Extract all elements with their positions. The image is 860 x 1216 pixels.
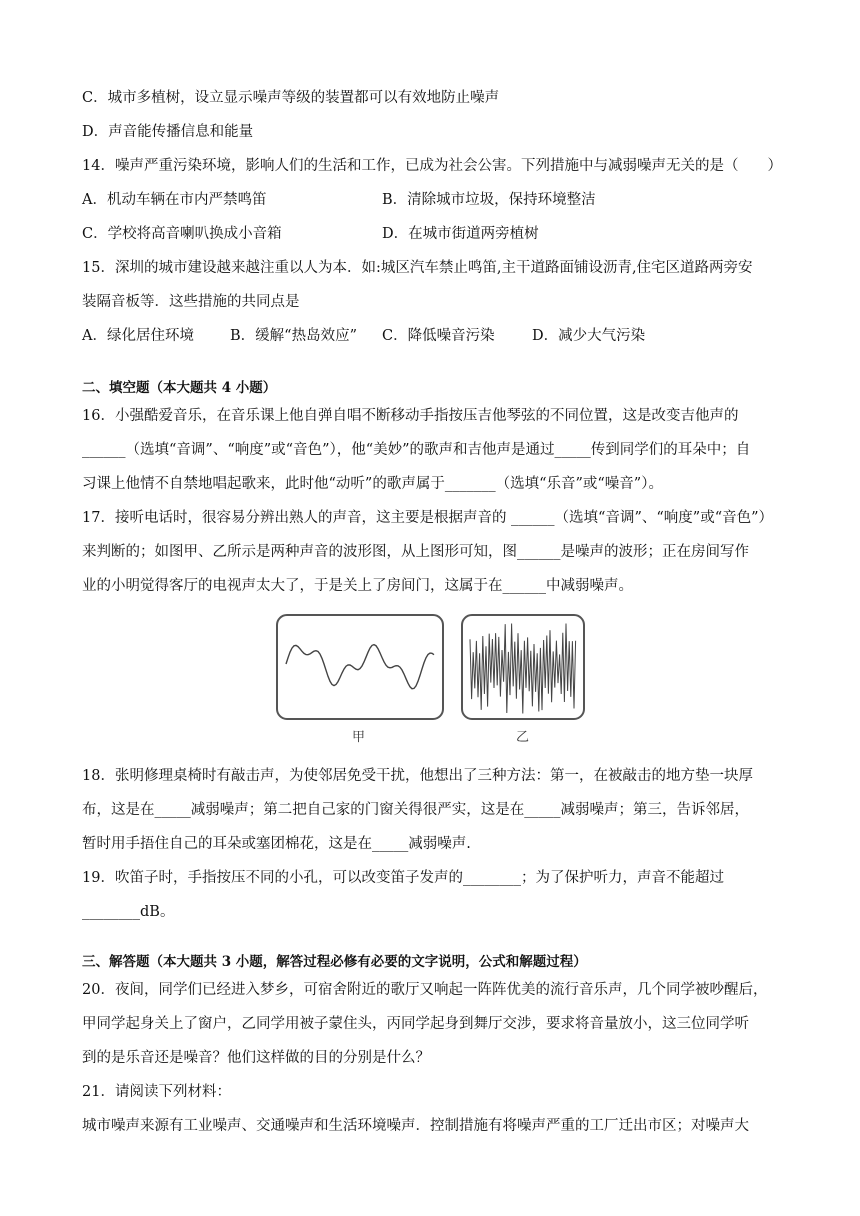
q19-line-2: ________dB。 <box>82 904 175 920</box>
q15-option-a: A．绿化居住环境 <box>82 328 194 344</box>
q21-material-line-1: 城市噪声来源有工业噪声、交通噪声和生活环境噪声．控制措施有将噪声严重的工厂迁出市区；对噪声大 <box>82 1118 749 1134</box>
q20-line-2: 甲同学起身关上了窗户，乙同学用被子蒙住头，丙同学起身到舞厅交涉，要求将音量放小，这三位同学听 <box>82 1016 749 1032</box>
q14-option-a: A．机动车辆在市内严禁鸣笛 <box>82 192 267 208</box>
panel-a-frame <box>277 615 443 719</box>
q15-stem-line-1: 15．深圳的城市建设越来越注重以人为本．如:城区汽车禁止鸣笛,主干道路面铺设沥青,住宅区道路两旁安 <box>82 260 753 276</box>
figure-label-a: 甲 <box>352 730 366 745</box>
q18-line-1: 18．张明修理桌椅时有敲击声，为使邻居免受干扰，他想出了三种方法：第一，在被敲击的地方垫一块厚 <box>82 768 753 784</box>
q15-option-b: B．缓解“热岛效应” <box>230 328 357 344</box>
q16-line-2: ______（选填“音调”、“响度”或“音色”），他“美妙”的歌声和吉他声是通过_____传到同学们的耳朵中；自 <box>82 442 751 458</box>
q17-line-1: 17．接听电话时，很容易分辨出熟人的声音，这主要是根据声音的 ______（选填“音调”、“响度”或“音色”） <box>82 510 774 526</box>
q14-option-d: D．在城市街道两旁植树 <box>382 226 539 242</box>
q20-line-1: 20．夜间，同学们已经进入梦乡，可宿舍附近的歌厅又响起一阵阵优美的流行音乐声，几个同学被吵醒后， <box>82 982 768 998</box>
q18-line-3: 暂时用手捂住自己的耳朵或塞团棉花，这是在_____减弱噪声. <box>82 836 471 852</box>
q17-line-3: 业的小明觉得客厅的电视声太大了，于是关上了房间门，这属于在______中减弱噪声。 <box>82 578 633 594</box>
q14-stem: 14．噪声严重污染环境，影响人们的生活和工作，已成为社会公害。下列措施中与减弱噪声无关的是（ ） <box>82 158 782 174</box>
q18-line-2: 布，这是在_____减弱噪声；第二把自己家的门窗关得很严实，这是在_____减弱噪声；第三，告诉邻居， <box>82 802 749 818</box>
q20-line-3: 到的是乐音还是噪音？他们这样做的目的分别是什么？ <box>82 1050 430 1066</box>
q15-option-c: C．降低噪音污染 <box>382 328 495 344</box>
q21-stem: 21．请阅读下列材料： <box>82 1084 231 1100</box>
waveform-figure <box>274 612 586 748</box>
waveform-graphics <box>274 612 586 724</box>
section-2-heading: 二、填空题（本大题共 4 小题） <box>82 380 277 396</box>
q19-line-1: 19．吹笛子时，手指按压不同的小孔，可以改变笛子发声的________；为了保护听力，声音不能超过 <box>82 870 724 886</box>
q16-line-1: 16．小强酷爱音乐，在音乐课上他自弹自唱不断移动手指按压吉他琴弦的不同位置，这是改变吉他声的 <box>82 408 739 424</box>
q14-option-c: C．学校将高音喇叭换成小音箱 <box>82 226 282 242</box>
q15-option-d: D．减少大气污染 <box>532 328 646 344</box>
q15-stem-line-2: 装隔音板等．这些措施的共同点是 <box>82 294 300 310</box>
q16-line-3: 习课上他情不自禁地唱起歌来，此时他“动听”的歌声属于_______（选填“乐音”或“噪音”）。 <box>82 476 663 492</box>
q13-option-c: C．城市多植树，设立显示噪声等级的装置都可以有效地防止噪声 <box>82 90 500 106</box>
figure-label-b: 乙 <box>516 730 530 745</box>
q17-line-2: 来判断的；如图甲、乙所示是两种声音的波形图，从上图形可知，图______是噪声的波形；正在房间写作 <box>82 544 749 560</box>
q14-option-b: B．清除城市垃圾，保持环境整洁 <box>382 192 596 208</box>
q13-option-d: D．声音能传播信息和能量 <box>82 124 254 140</box>
section-3-heading: 三、解答题（本大题共 3 小题，解答过程必修有必要的文字说明，公式和解题过程） <box>82 954 587 970</box>
